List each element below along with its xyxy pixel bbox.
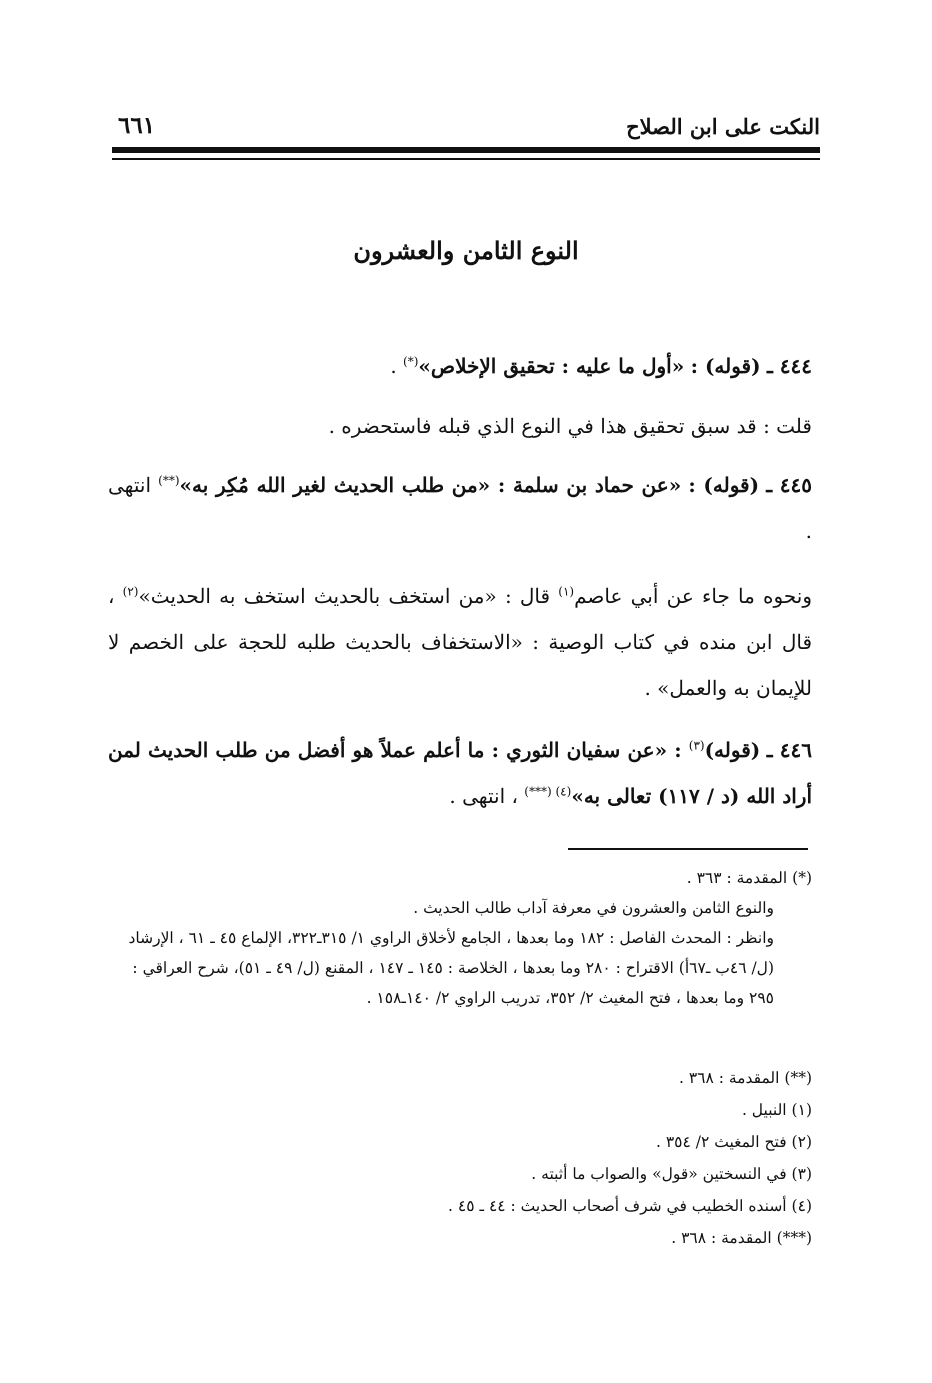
footnote-marker: (٤) xyxy=(791,1197,812,1215)
entry-label: (قوله) xyxy=(704,738,761,762)
footnote-separator xyxy=(568,848,808,850)
entry-number: ٤٤٤ ـ xyxy=(766,354,812,378)
footnote-marker: (**) xyxy=(784,1069,812,1087)
footnote-ref: (١) xyxy=(558,584,575,599)
paragraph-nahwuh xyxy=(108,573,812,711)
entry-445 xyxy=(108,462,812,554)
entry-quote: «عن حماد بن سلمة : «من طلب الحديث لغير الله مُكِر به» xyxy=(179,473,682,497)
footnote-3 xyxy=(108,1159,812,1189)
footnote-asterisk xyxy=(108,863,812,1013)
footnote-text: في النسختين «قول» والصواب ما أثبته . xyxy=(531,1165,787,1183)
running-header xyxy=(112,108,820,138)
footnote-text: والنوع الثامن والعشرون في معرفة آداب طالب الحديث . xyxy=(413,899,774,917)
entry-number: ٤٤٥ ـ xyxy=(766,473,813,497)
comment-paragraph: قلت : قد سبق تحقيق هذا في النوع الذي قبله فاستحضره . xyxy=(328,414,812,438)
page-number: ٦٦١ xyxy=(118,112,156,139)
footnote-marker: (٣) xyxy=(791,1165,812,1183)
text-run: ، قال ابن منده في كتاب الوصية : «الاستخفاف بالحديث طلبه للحجة على الخصم لا للإيمان به والعمل» . xyxy=(108,584,813,700)
footnote-marker: (٢) xyxy=(791,1133,812,1151)
text-run: قال : «من استخف بالحديث استخف به الحديث» xyxy=(138,584,559,608)
header-rule-thin xyxy=(112,158,820,160)
chapter-title: النوع الثامن والعشرون xyxy=(353,236,579,265)
footnote-4 xyxy=(108,1191,812,1221)
footnote-1 xyxy=(108,1095,812,1125)
footnote-text: المقدمة : ٣٦٨ . xyxy=(678,1069,780,1087)
entry-end: ، انتهى . xyxy=(449,784,525,808)
footnote-ref: (٤) xyxy=(555,784,572,799)
footnote-text: النبيل . xyxy=(741,1101,787,1119)
footnote-text: المقدمة : ٣٦٣ . xyxy=(686,869,788,887)
footnote-text: فتح المغيث ٢/ ٣٥٤ . xyxy=(655,1133,787,1151)
footnote-ref: (*) xyxy=(403,354,419,369)
footnote-double-asterisk xyxy=(108,1063,812,1093)
entry-number: ٤٤٦ ـ xyxy=(766,738,812,762)
footnote-text: أسنده الخطيب في شرف أصحاب الحديث : ٤٤ ـ ٤٥ . xyxy=(448,1197,787,1215)
footnote-ref: (***) xyxy=(524,784,556,799)
footnote-triple-asterisk xyxy=(108,1223,812,1253)
entry-quote: : «عن سفيان الثوري : ما أعلم عملاً هو أفضل من طلب الحديث لمن أراد الله (د / ١١٧) تعالى به» xyxy=(108,738,812,808)
footnote-text: المقدمة : ٣٦٨ . xyxy=(671,1229,772,1247)
entry-quote: «أول ما عليه : تحقيق الإخلاص» xyxy=(418,354,685,378)
header-rule-thick xyxy=(112,147,820,153)
footnote-text: وانظر : المحدث الفاصل : ١٨٢ وما بعدها ، الجامع لأخلاق الراوي ١/ ٣١٥ـ٣٢٢، الإلماع ٤٥ ـ ٦١ ، الإرشاد (ل/ ٤٦ب ـ٦٧أ) الاقتراح : ٢٨٠ وما بعدها ، الخلاصة : ١٤٥ ـ ١٤٧ ، المقنع (ل/ ٤٩ ـ ٥١)، شرح العراقي : ٢٩٥ وما بعدها ، فتح المغيث ٢/ ٣٥٢، تدريب الراوي ٢/ ١٤٠ـ١٥٨ . xyxy=(128,929,774,1007)
footnote-ref: (٢) xyxy=(122,584,139,599)
footnote-ref: (٣) xyxy=(688,738,705,753)
entry-label: (قوله) : xyxy=(690,354,761,378)
entry-end: . xyxy=(390,354,404,378)
footnote-marker: (***) xyxy=(776,1229,812,1247)
text-run: ونحوه ما جاء عن أبي عاصم xyxy=(574,584,812,608)
entry-end: انتهى . xyxy=(108,473,812,543)
book-title: النكت على ابن الصلاح xyxy=(626,114,820,139)
footnote-marker: (*) xyxy=(792,869,812,887)
entry-446 xyxy=(108,727,812,819)
footnote-ref: (**) xyxy=(158,473,180,488)
entry-444 xyxy=(108,343,812,389)
footnote-marker: (١) xyxy=(791,1101,812,1119)
footnote-2 xyxy=(108,1127,812,1157)
entry-label: (قوله) : xyxy=(688,473,760,497)
